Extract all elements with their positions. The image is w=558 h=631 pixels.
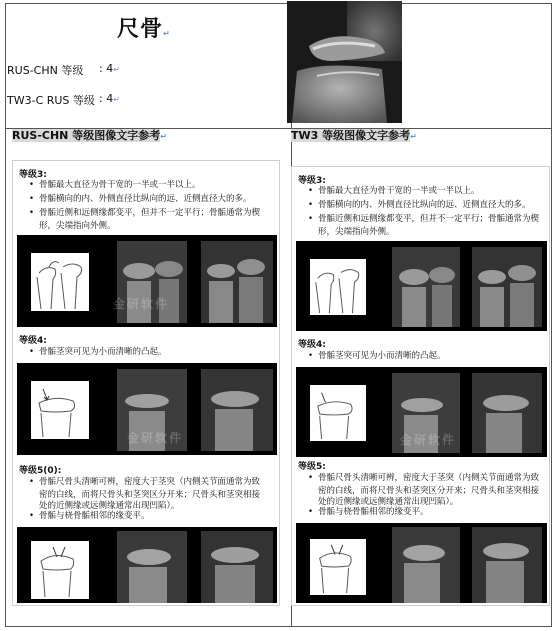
rus-chn-grade-4-images xyxy=(17,363,277,455)
rus-chn-grade-3-title: 等级3: xyxy=(19,170,47,180)
tw3-grade-3-bullet: • 骨骺横向的内、外侧直径比纵向的远、近侧直径大的多。 xyxy=(318,200,531,211)
grade-5-sketch xyxy=(31,541,89,599)
tw3-grade-3-bullet: • 骨骺最大直径为骨干宽的一半或一半以上。 xyxy=(318,186,480,197)
watermark-text: 金研软件 xyxy=(400,433,457,447)
rus-chn-reference-header: RUS-CHN 等级图像文字参考↵ xyxy=(12,129,167,142)
tw3-grade-5-bullet: • 骨骺尺骨头清晰可辨，密度大于茎突（内侧关节面通常为致 xyxy=(318,473,539,484)
tw3-grade-5-images xyxy=(296,523,547,603)
rus-chn-grade-5-bullet: • 骨骺尺骨头清晰可辨，密度大于茎突（内侧关节面通常为致 xyxy=(39,477,260,488)
grade-4-xray-b xyxy=(472,373,542,453)
grade-3-xray-b xyxy=(472,247,542,327)
grade-4-sketch xyxy=(310,385,366,441)
tw3-reference-panel xyxy=(291,166,550,606)
tw3-grade-5-bullet: • 骨骺与桡骨骺相邻的缘变平。 xyxy=(318,507,429,518)
rus-chn-grade-3-bullet: • 骨骺最大直径为骨干宽的一半或一半以上。 xyxy=(39,180,201,191)
tw3-grade-4-images xyxy=(296,367,547,457)
rus-chn-grade-3-bullet-cont: 形，尖端指向外侧。 xyxy=(39,221,116,231)
tw3-grade-5-bullet-cont: 密的白线，而将尺骨头和茎突区分开来；尺骨头和茎突相接 xyxy=(318,486,540,496)
tw3-grade-3-bullet: • 骨骺近侧和远侧缘都变平，但并不一定平行；骨骺通常为楔 xyxy=(318,214,539,225)
rus-chn-reference-panel xyxy=(12,160,280,606)
rus-chn-level-label: RUS-CHN 等级 xyxy=(7,64,84,77)
rus-chn-grade-3-bullet: • 骨骺近侧和远侧缘都变平，但并不一定平行；骨骺通常为楔 xyxy=(39,208,260,219)
grade-3-xray-b xyxy=(201,241,273,323)
rus-chn-grade-4-title: 等级4: xyxy=(19,336,47,346)
tw3-reference-header: TW3 等级图像文字参考↵ xyxy=(291,129,417,142)
grade-5-xray-a xyxy=(392,527,460,603)
tw3-level-value: : 4 xyxy=(99,92,114,105)
grade-5-xray-a xyxy=(117,531,187,603)
tw3-grade-3-images xyxy=(296,241,547,331)
tw3-grade-4-title: 等级4: xyxy=(298,340,326,350)
rus-chn-grade-3-bullet: • 骨骺横向的内、外侧直径比纵向的远、近侧直径大的多。 xyxy=(39,194,252,205)
tw3-grade-3-bullet-cont: 形，尖端指向外侧。 xyxy=(318,227,395,237)
grade-5-xray-b xyxy=(472,527,542,603)
grade-4-xray-b xyxy=(201,369,273,451)
tw3-level-label: TW3-C RUS 等级 xyxy=(7,94,95,107)
tw3-grade-5-bullet-cont: 处的近侧缘或远侧缘通常出现凹陷）。 xyxy=(318,497,459,507)
tw3-grade-3-title: 等级3: xyxy=(298,176,326,186)
rus-chn-grade-4-bullet: • 骨骺茎突可见为小而清晰的凸起。 xyxy=(39,347,167,358)
watermark-text: 金研软件 xyxy=(127,431,184,445)
rus-chn-level: RUS-CHN 等级 : 4↵ xyxy=(7,62,120,77)
rus-chn-grade-5-title: 等级5(0): xyxy=(19,466,62,476)
grade-4-sketch xyxy=(31,381,89,439)
tw3-grade-5-title: 等级5: xyxy=(298,462,326,472)
tw3-grade-4-bullet: • 骨骺茎突可见为小而清晰的凸起。 xyxy=(318,351,446,362)
grade-3-sketch xyxy=(31,253,89,311)
rus-chn-grade-5-images xyxy=(17,527,277,603)
grade-3-sketch xyxy=(310,259,366,315)
tw3-level: TW3-C RUS 等级 : 4↵ xyxy=(7,92,120,107)
grade-3-xray-a xyxy=(392,247,460,327)
rus-chn-grade-5-bullet-cont: 密的白线，而将尺骨头和茎突区分开来；尺骨头和茎突相接 xyxy=(39,490,261,500)
grade-5-sketch xyxy=(310,539,366,595)
rus-chn-grade-5-bullet-cont: 处的近侧缘或远侧缘通常出现凹陷）。 xyxy=(39,501,180,511)
rus-chn-level-value: : 4 xyxy=(99,62,114,75)
grade-5-xray-b xyxy=(201,531,273,603)
watermark-text: 金研软件 xyxy=(113,297,170,311)
ulna-xray-graphic xyxy=(287,1,402,123)
rus-chn-grade-3-images xyxy=(17,235,277,327)
bone-title: 尺骨↵ xyxy=(117,17,171,42)
rus-chn-grade-5-bullet: • 骨骺与桡骨骺相邻的缘变平。 xyxy=(39,511,150,522)
ulna-xray-image xyxy=(287,1,402,123)
